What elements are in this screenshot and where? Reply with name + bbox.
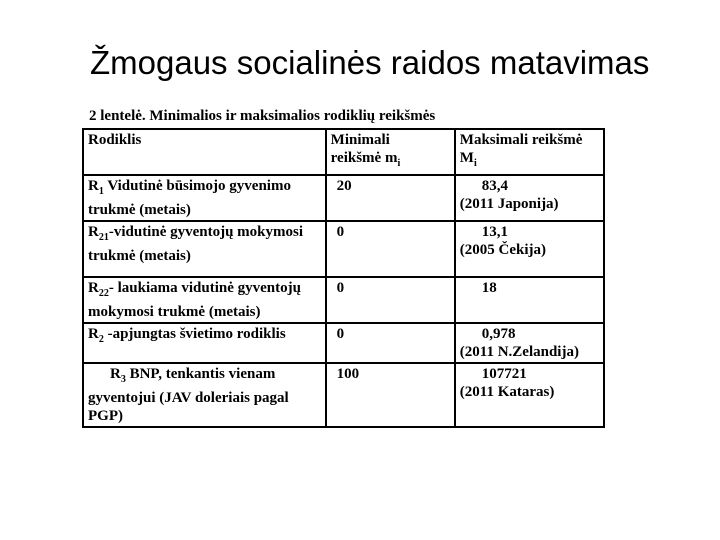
row-minimum: 0 bbox=[326, 221, 455, 277]
row-indicator-name: $R_2$ -apjungtas švietimo rodiklis bbox=[83, 323, 326, 363]
table-header-row bbox=[83, 129, 604, 175]
row-maximum bbox=[455, 221, 604, 277]
header-minimum bbox=[326, 129, 455, 175]
header-maximum bbox=[455, 129, 604, 175]
row-indicator-name: $R_{22}-$ laukiama vidutinė gyventojų mokymosi trukmė (metais) bbox=[83, 277, 326, 323]
row-minimum: 0 bbox=[326, 277, 455, 323]
row-maximum-note: (2011 Kataras) bbox=[459, 384, 555, 400]
row-maximum-value: 83,4 bbox=[481, 178, 509, 194]
header-maximum-line1: Maksimali reikšmė bbox=[459, 132, 583, 148]
row-minimum: 20 bbox=[326, 175, 455, 221]
row-minimum: 100 bbox=[326, 363, 455, 427]
row-minimum: 0 bbox=[326, 323, 455, 363]
row-maximum-value: 0,978 bbox=[481, 326, 516, 342]
row-maximum-note: (2011 Japonija) bbox=[459, 196, 559, 212]
row-maximum-value: 18 bbox=[481, 280, 497, 296]
row-indicator-name: $R_3$ BNP, tenkantis vienam gyventojui (JAV doleriais pagal PGP) bbox=[83, 363, 326, 427]
table-caption: 2 lentelė. Minimalios ir maksimalios rodiklių reikšmės bbox=[89, 108, 436, 124]
header-minimum-line1: Minimali bbox=[330, 132, 390, 148]
table-row bbox=[83, 323, 604, 363]
header-minimum-line2: reikšmė $m_i$ bbox=[330, 150, 401, 169]
table-row bbox=[83, 363, 604, 427]
slide-title: Žmogaus socialinės raidos matavimas bbox=[90, 44, 650, 81]
table-row bbox=[83, 175, 604, 221]
indicator-table bbox=[82, 128, 605, 428]
row-maximum-note: (2005 Čekija) bbox=[459, 242, 547, 258]
row-maximum bbox=[455, 323, 604, 363]
table-row bbox=[83, 221, 604, 277]
row-maximum-note: (2011 N.Zelandija) bbox=[459, 344, 579, 360]
row-maximum-value: 107721 bbox=[481, 366, 527, 382]
header-indicator: Rodiklis bbox=[83, 129, 326, 175]
row-maximum-value: 13,1 bbox=[481, 224, 509, 240]
header-maximum-line2: $M_i$ bbox=[459, 150, 477, 169]
row-indicator-name: $R_{21}$-vidutinė gyventojų mokymosi trukmė (metais) bbox=[83, 221, 326, 277]
row-maximum bbox=[455, 175, 604, 221]
row-maximum bbox=[455, 277, 604, 323]
row-maximum bbox=[455, 363, 604, 427]
table-row bbox=[83, 277, 604, 323]
row-indicator-name: $R_1$ Vidutinė būsimojo gyvenimo trukmė (metais) bbox=[83, 175, 326, 221]
